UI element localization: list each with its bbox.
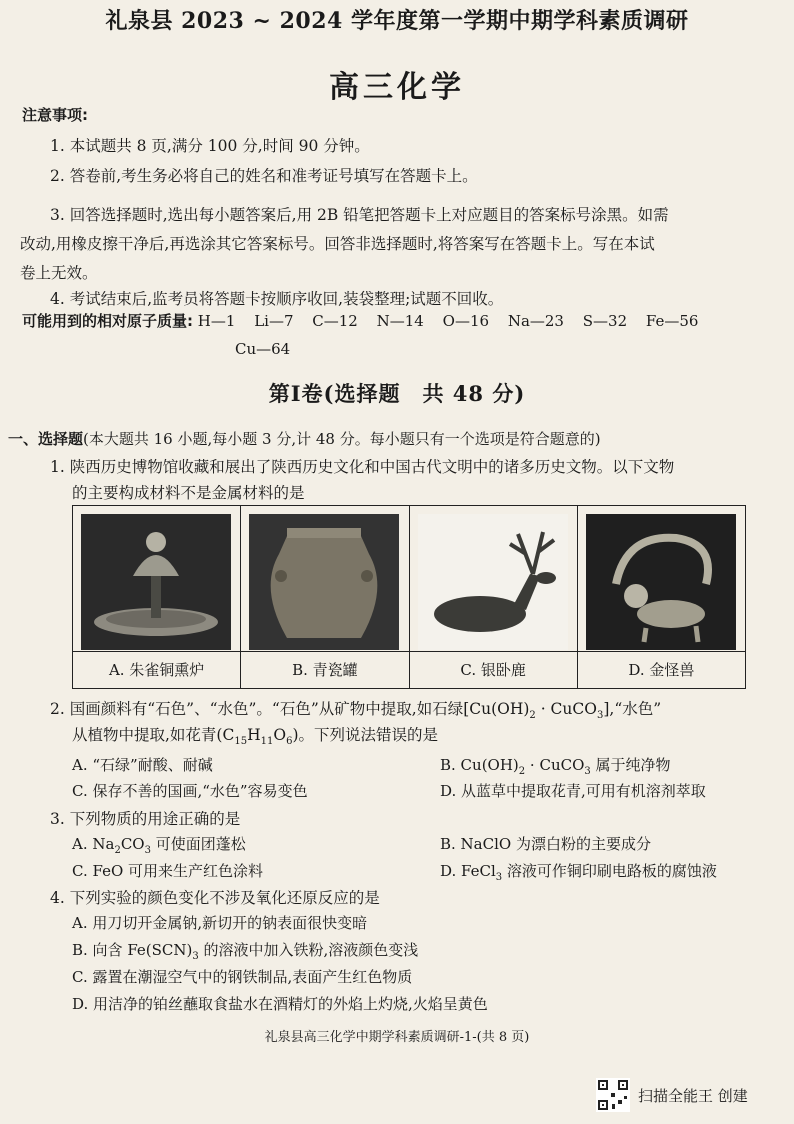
caption-d: D. 金怪兽 — [578, 651, 745, 688]
notes-heading: 注意事项: — [22, 106, 88, 124]
q4-option-d: D. 用洁净的铂丝蘸取食盐水在酒精灯的外焰上灼烧,火焰呈黄色 — [72, 995, 488, 1013]
q2-option-a: A. “石绿”耐酸、耐碱 — [72, 756, 213, 774]
beast-image — [586, 514, 736, 650]
mass-h: H—1 — [197, 312, 236, 330]
artifact-c — [410, 506, 578, 688]
q1-stem-2: 的主要构成材料不是金属材料的是 — [72, 484, 305, 502]
note-3-end: 卷上无效。 — [20, 264, 98, 282]
exam-title: 礼泉县 2023 ~ 2024 学年度第一学期中期学科素质调研 — [105, 8, 689, 34]
mass-o: O—16 — [442, 312, 490, 330]
scanner-watermark — [596, 1078, 748, 1112]
q1-stem-1: 1. 陕西历史博物馆收藏和展出了陕西历史文化和中国古代文明中的诸多历史文物。以下文物 — [50, 458, 675, 476]
masses-label: 可能用到的相对原子质量: — [22, 312, 193, 330]
part-desc: (本大题共 16 小题,每小题 3 分,计 48 分。每小题只有一个选项是符合题意的) — [83, 430, 601, 448]
section-title: 第Ⅰ卷(选择题 共 48 分) — [268, 381, 526, 406]
atomic-masses — [22, 310, 712, 331]
deer-image — [418, 514, 568, 650]
part-label: 一、选择题 — [8, 430, 84, 448]
mass-na: Na—23 — [507, 312, 564, 330]
note-3: 3. 回答选择题时,选出每小题答案后,用 2B 铅笔把答题卡上对应题目的答案标号涂黑。如需 — [50, 206, 669, 224]
part-heading — [8, 428, 601, 449]
q3-option-c: C. FeO 可用来生产红色涂料 — [72, 862, 264, 880]
q4-stem: 4. 下列实验的颜色变化不涉及氧化还原反应的是 — [50, 889, 380, 907]
mass-fe: Fe—56 — [645, 312, 699, 330]
jar-image — [249, 514, 399, 650]
page-footer: 礼泉县高三化学中期学科素质调研-1-(共 8 页) — [264, 1030, 530, 1045]
artifact-b — [241, 506, 409, 688]
artifact-table — [72, 505, 746, 689]
q2-stem-2: 从植物中提取,如花青$(C_{15}H_{11}O_6)$。下列说法错误的是 — [72, 726, 438, 748]
subject-title: 高三化学 — [329, 70, 465, 105]
mass-n: N—14 — [376, 312, 424, 330]
q2-option-b: B. $Cu(OH)_2$ · CuCO$_3$ 属于纯净物 — [440, 756, 671, 777]
watermark-text: 扫描全能王 创建 — [638, 1086, 748, 1105]
note-2: 2. 答卷前,考生务必将自己的姓名和准考证号填写在答题卡上。 — [50, 167, 478, 185]
q3-option-d: D. FeCl$_3$ 溶液可作铜印刷电路板的腐蚀液 — [440, 862, 717, 883]
artifact-d — [578, 506, 745, 688]
q4-option-c: C. 露置在潮湿空气中的钢铁制品,表面产生红色物质 — [72, 968, 413, 986]
mass-cu: Cu—64 — [235, 340, 291, 358]
q3-stem: 3. 下列物质的用途正确的是 — [50, 810, 241, 828]
caption-b: B. 青瓷罐 — [241, 651, 408, 688]
q2-option-c: C. 保存不善的国画,“水色”容易变色 — [72, 782, 308, 800]
mass-c: C—12 — [312, 312, 358, 330]
q3-option-b: B. NaClO 为漂白粉的主要成分 — [440, 835, 651, 853]
q3-option-a: A. $Na_2CO_3$ 可使面团蓬松 — [72, 835, 246, 856]
qr-code-icon — [596, 1078, 630, 1112]
note-4: 4. 考试结束后,监考员将答题卡按顺序收回,装袋整理;试题不回收。 — [50, 290, 504, 308]
artifact-a — [73, 506, 241, 688]
note-3-cont: 改动,用橡皮擦干净后,再选涂其它答案标号。回答非选择题时,将答案写在答题卡上。写在本试 — [20, 235, 655, 253]
mass-s: S—32 — [582, 312, 628, 330]
mass-li: Li—7 — [254, 312, 294, 330]
censer-image — [81, 514, 231, 650]
caption-a: A. 朱雀铜熏炉 — [73, 651, 240, 688]
q4-option-b: B. 向含 $Fe(SCN)_3$ 的溶液中加入铁粉,溶液颜色变浅 — [72, 941, 419, 962]
note-1: 1. 本试题共 8 页,满分 100 分,时间 90 分钟。 — [50, 137, 370, 155]
q2-stem-1: 2. 国画颜料有“石色”、“水色”。“石色”从矿物中提取,如石绿[$Cu(OH)_2$ · CuCO$_3$],“水色” — [50, 700, 662, 722]
caption-c: C. 银卧鹿 — [410, 651, 577, 688]
q2-option-d: D. 从蓝草中提取花青,可用有机溶剂萃取 — [440, 782, 706, 800]
q4-option-a: A. 用刀切开金属钠,新切开的钠表面很快变暗 — [72, 914, 368, 932]
